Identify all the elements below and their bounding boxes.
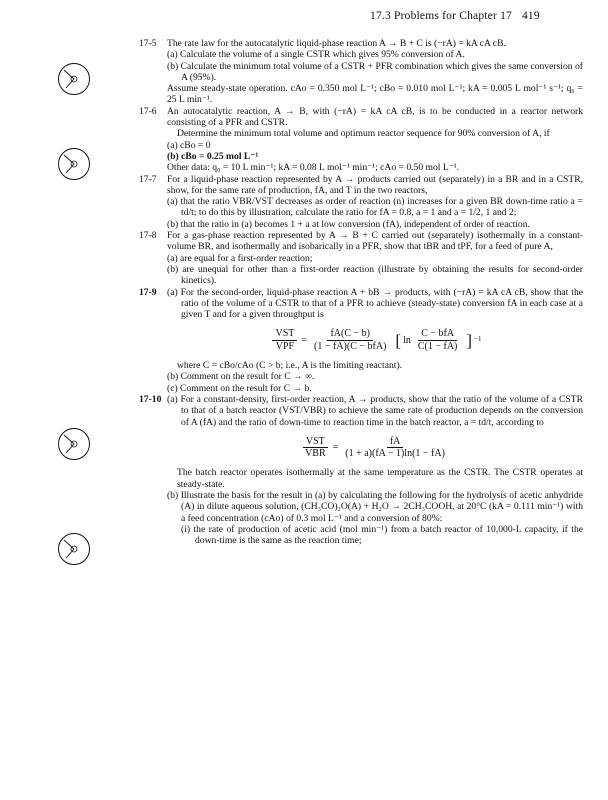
part-b: (b) are unequal for other than a first-order reaction (illustrate by obtaining the results for second-order kinetics). [167, 263, 583, 287]
problem-number: 17-9 [139, 286, 157, 298]
running-header [370, 10, 540, 22]
problem-number: 17-10 [139, 393, 162, 405]
equation-cstr-batch: $\frac{\text{VST}}{\text{VBR}}$ = $\frac{fA}{(1 + a)(fA - 1)\ln(1 - fA)}$ [167, 436, 583, 460]
eq-rhs-numerator: fA [387, 436, 404, 448]
part-a: (a) that the ratio VBR/VST decreases as order of reaction (n) increases for a given BR down-time ratio a = td/t; to do this by illustration, calculate the ratio for fA = 0.8, a = 1 and a = 1/2, 1 and 2; [167, 196, 583, 219]
disk-icon [57, 532, 91, 566]
part-b: (b) Illustrate the basis for the result in (a) by calculating the following for the hydrolysis of acetic anhydride (A) in dilute aqueous solution, (CH₃CO)₂O(A) + H₂O → 2CH₃COOH, at 20°C (kA = 0.111 min⁻¹) with a feed concentration (cAo) of 0.3 mol L⁻¹ and a conversion of 80%: [167, 489, 583, 524]
problem-intro: For a liquid-phase reaction represented by A → products carried out (separately) in a BR and in a CSTR, show, for the same rate of production, fA, and T in the two reactors, [167, 173, 583, 196]
eq-mid-numerator: fA(C − b) [327, 328, 373, 340]
eq-lhs-numerator: VST [272, 328, 297, 340]
where-clause: where C = cBo/cAo (C > b; i.e., A is the limiting reactant). [177, 360, 403, 372]
eq-mid-denominator: (1 − fA)(C − bfA) [314, 340, 387, 352]
part-b: (b) cBo = 0.25 mol L⁻¹ [167, 150, 259, 162]
eq-ln-denominator: C(1 − fA) [417, 340, 458, 352]
page-body [139, 38, 583, 546]
eq-ln: ln [403, 334, 411, 346]
problem-task: Determine the minimum total volume and optimum reactor sequence for 90% conversion of A, if [177, 128, 550, 140]
part-a: (a) are equal for a first-order reaction; [167, 252, 313, 264]
equation-volume-ratio: $\frac{\text{VST}}{\text{VPF}}$ = $\frac{fA(C - b)}{\text{(1 − fA)(C − bfA)}}$ [ ln $\frac{\text{C − bfA}}{C(1 - fA)}$ ] −1 [167, 328, 583, 352]
problem-intro: An autocatalytic reaction, A → B, with (−rA) = kA cA cB, is to be conducted in a reactor network consisting of a PFR and CSTR. [167, 105, 583, 129]
part-b: (b) that the ratio in (a) becomes 1 + a at low conversion (fA), independent of order of reaction. [167, 218, 530, 230]
page-number: 419 [521, 10, 540, 22]
disk-icon [57, 147, 91, 181]
part-c: (c) Comment on the result for C → b. [167, 382, 312, 394]
part-a: (a) For the second-order, liquid-phase reaction A + bB → products, with (−rA) = kA cA cB, show that the ratio of the volume of a CSTR to that of a PFR to achieve (steady-state) conversion fA in each case at a given T and for a given throughput is [167, 286, 583, 321]
problem-intro: For a gas-phase reaction represented by A → B + C carried out (separately) isothermally in a constant-volume BR, and isothermally and isobarically in a PFR, show that tBR and tPF, for a feed of pure A, [167, 230, 583, 253]
part-b-i: (i) the rate of production of acetic acid (mol min⁻¹) from a batch reactor of 10,000-L capacity, if the down-time is the same as the reaction time; [181, 523, 583, 547]
problem-17-10 [139, 394, 583, 547]
assumptions: Assume steady-state operation. cAo = 0.350 mol L⁻¹; cBo = 0.010 mol L⁻¹; kA = 0.005 L mol⁻¹ s⁻¹; q₀ = 25 L min⁻¹. [167, 83, 583, 106]
other-data: Other data: q₀ = 10 L min⁻¹; kA = 0.08 L mol⁻¹ min⁻¹; cAo = 0.50 mol L⁻¹. [167, 162, 460, 174]
batch-note: The batch reactor operates isothermally at the same temperature as the CSTR. The CSTR operates at steady-state. [177, 467, 583, 490]
part-a: (a) For a constant-density, first-order reaction, A → products, show that the ratio of the volume of a CSTR to that of a batch reactor (VST/VBR) to achieve the same rate of production depends on the conversion of A (fA) and the ratio of down-time to reaction time in the batch reactor, a = td/t, according to [167, 393, 583, 428]
problem-17-8 [139, 230, 583, 286]
problem-number: 17-6 [139, 105, 157, 117]
problem-number: 17-5 [139, 38, 157, 49]
problem-17-6 [139, 106, 583, 174]
disk-icon [57, 427, 91, 461]
problem-intro: The rate law for the autocatalytic liquid-phase reaction A → B + C is (−rA) = kA cA cB. [167, 38, 506, 49]
disk-icon [57, 62, 91, 96]
eq-exponent: −1 [474, 335, 482, 344]
part-b: (b) Comment on the result for C → ∞. [167, 371, 315, 383]
part-b: (b) Calculate the minimum total volume of a CSTR + PFR combination which gives the same conversion of A (95%). [167, 60, 583, 83]
problem-17-7 [139, 174, 583, 230]
problem-number: 17-8 [139, 230, 157, 242]
eq-ln-numerator: C − bfA [418, 328, 457, 340]
section-title: 17.3 Problems for Chapter 17 [370, 10, 512, 22]
problem-17-9 [139, 287, 583, 394]
problem-number: 17-7 [139, 173, 157, 185]
eq-lhs-denominator: VBR [305, 448, 326, 460]
eq-lhs-numerator: VST [303, 436, 328, 448]
eq-rhs-denominator: (1 + a)(fA − 1)ln(1 − fA) [345, 448, 445, 460]
part-a: (a) Calculate the volume of a single CSTR which gives 95% conversion of A. [167, 49, 465, 61]
part-a: (a) cBo = 0 [167, 139, 211, 151]
problem-17-5 [139, 38, 583, 106]
eq-lhs-denominator: VPF [275, 340, 295, 352]
